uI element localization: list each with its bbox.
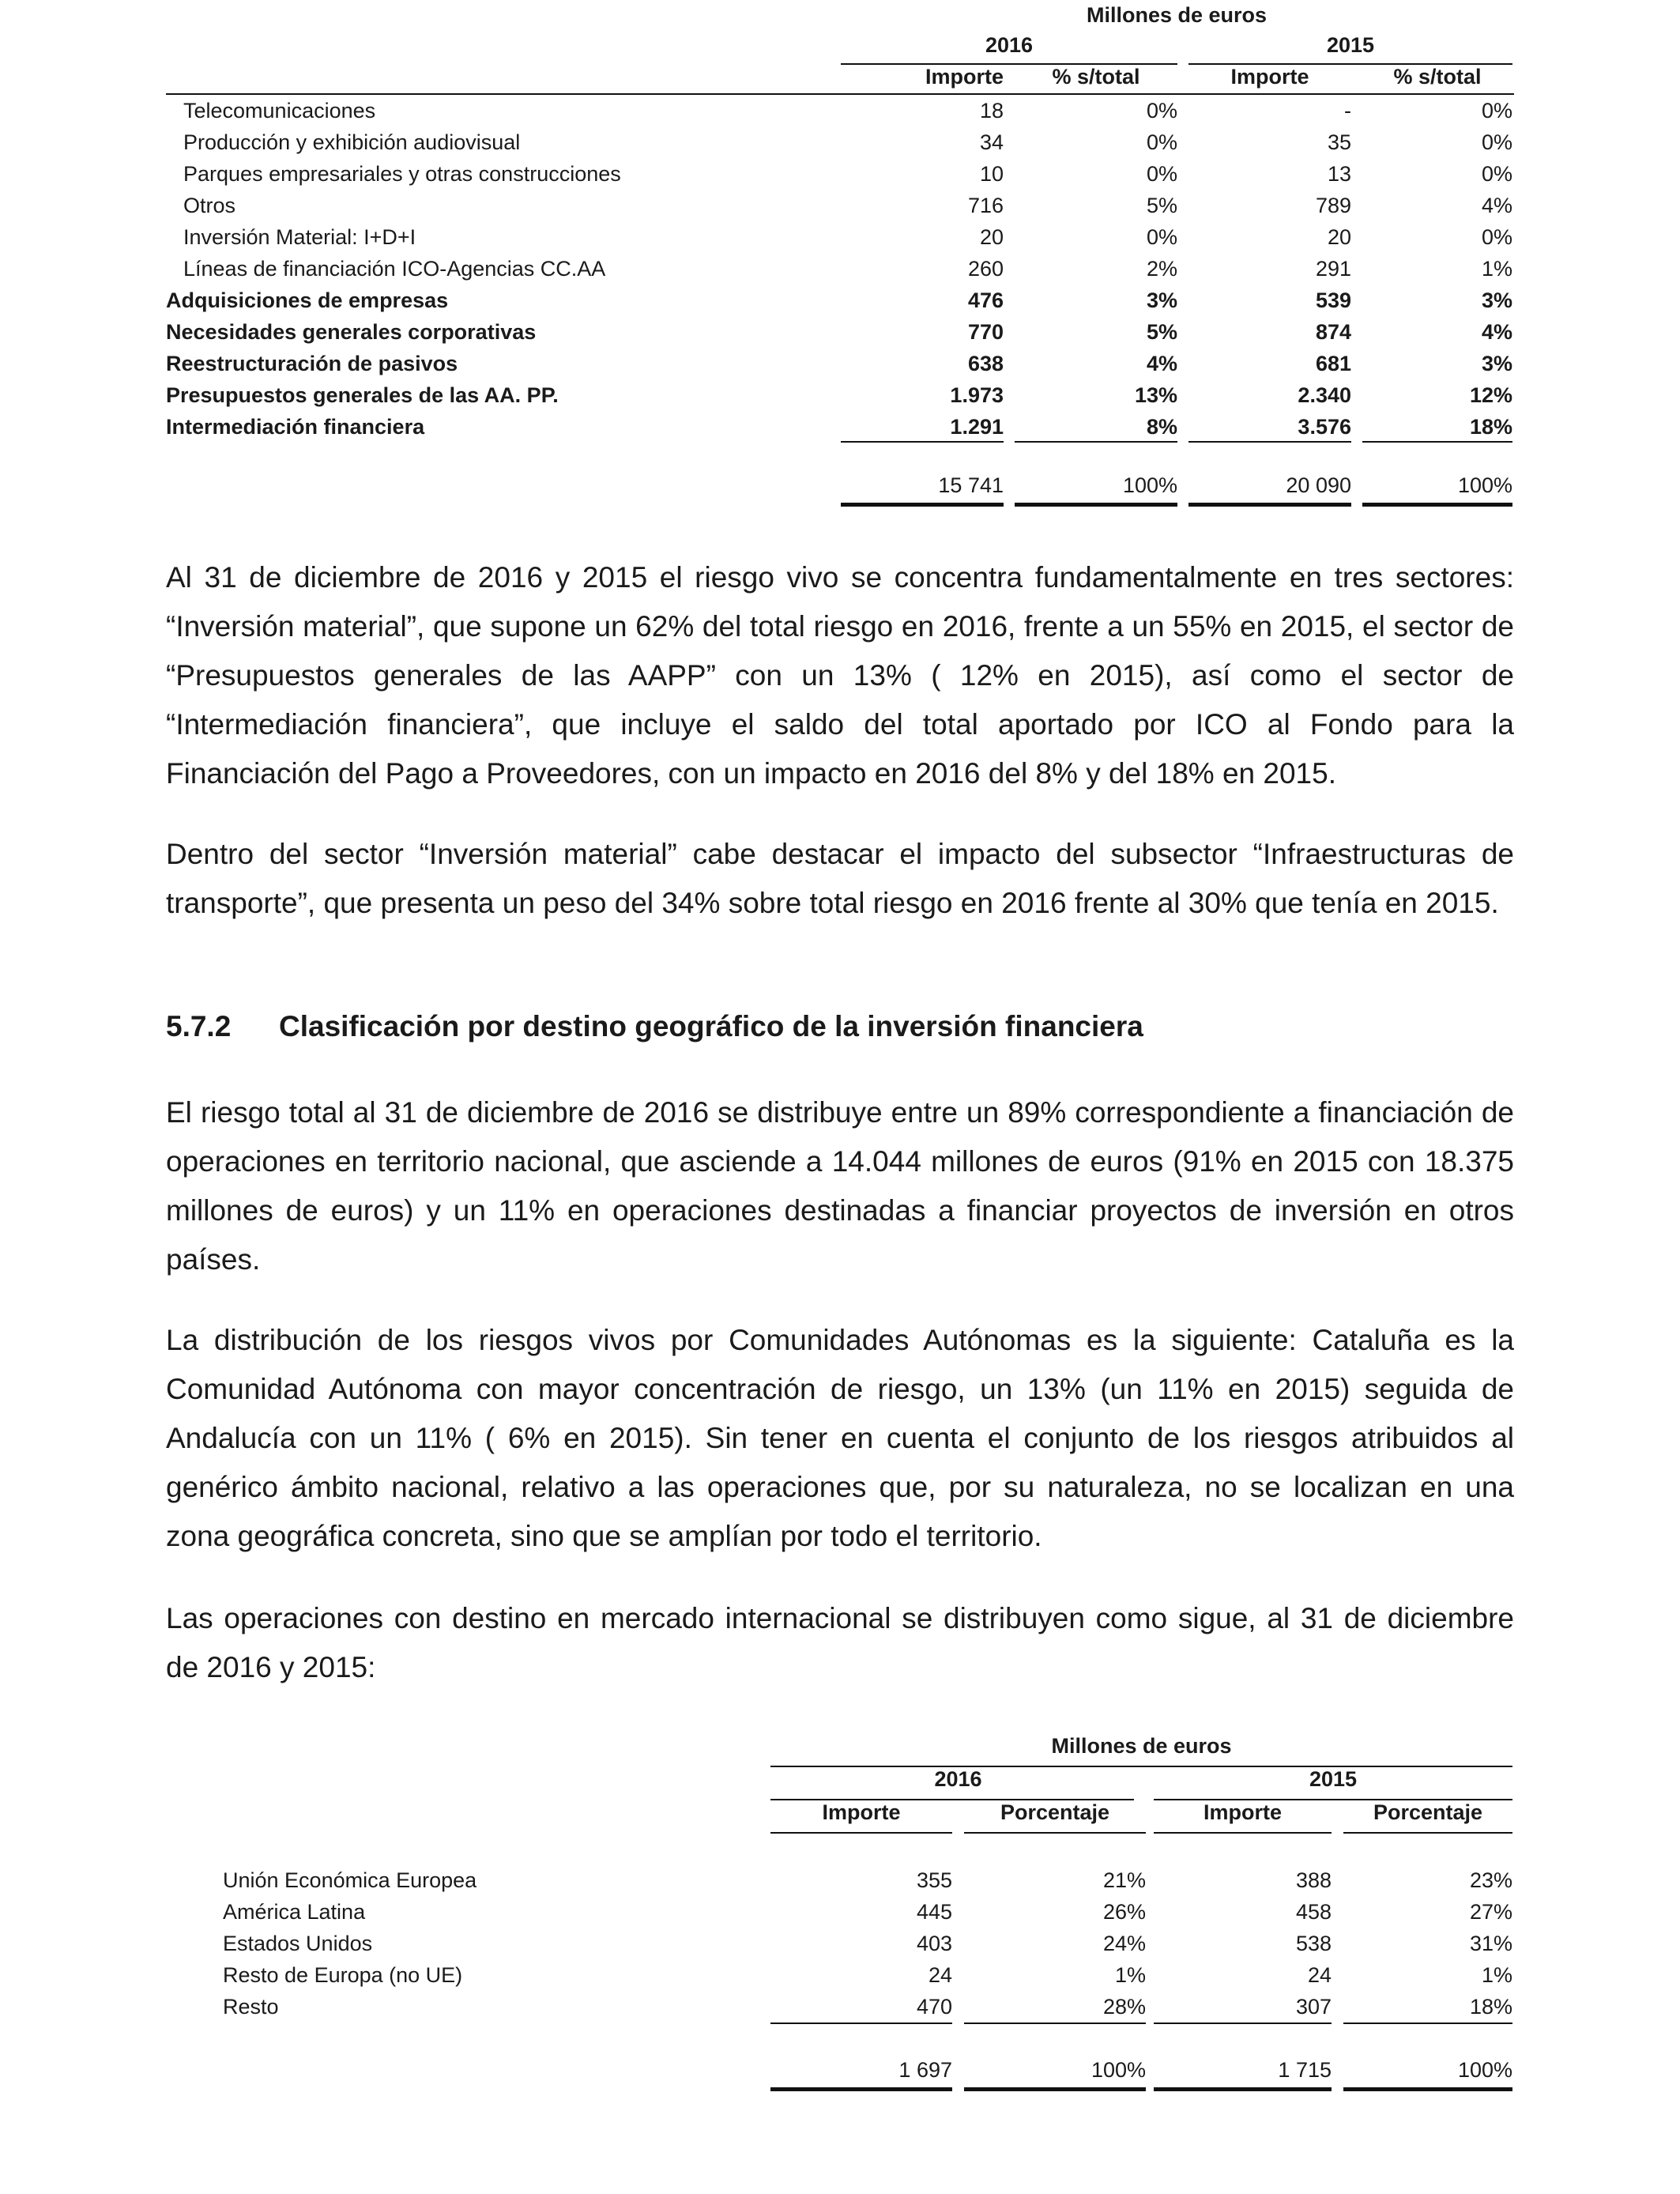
percent-2016: 5% xyxy=(1146,320,1177,344)
amount-2016: 1.291 xyxy=(950,415,1004,439)
table-row xyxy=(166,158,1514,190)
percent-2015: 18% xyxy=(1469,415,1512,439)
table-row xyxy=(166,190,1514,221)
table-row xyxy=(166,1896,1514,1928)
total-amount-2016: 1 697 xyxy=(898,2058,952,2082)
total-percent-2016: 100% xyxy=(1122,473,1177,497)
column-underline xyxy=(964,1832,1146,1834)
percent-2016: 13% xyxy=(1134,383,1177,407)
total-percent-2015: 100% xyxy=(1457,2058,1512,2082)
percent-2015: 0% xyxy=(1481,99,1512,123)
percent-2015: 27% xyxy=(1469,1900,1512,1924)
row-label: Unión Económica Europea xyxy=(223,1868,477,1892)
total-double-rule xyxy=(1343,2087,1512,2091)
amount-2015: 307 xyxy=(1295,1995,1332,2019)
row-label: Inversión Material: I+D+I xyxy=(183,225,416,249)
percent-2015: 1% xyxy=(1481,1963,1512,1987)
amount-2015: 539 xyxy=(1315,288,1351,312)
subtotal-rule xyxy=(1015,441,1177,443)
percent-2015: 0% xyxy=(1481,225,1512,249)
total-double-rule xyxy=(1362,503,1512,507)
amount-2016: 20 xyxy=(979,225,1004,249)
table-unit-header: Millones de euros xyxy=(1086,3,1268,27)
subtotal-rule xyxy=(841,441,1004,443)
table-row xyxy=(166,253,1514,285)
table-row xyxy=(166,285,1514,316)
subtotal-rule xyxy=(1362,441,1512,443)
amount-2016: 403 xyxy=(916,1932,952,1955)
percent-2016: 0% xyxy=(1146,162,1177,186)
paragraph: Dentro del sector “Inversión material” cabe destacar el impacto del subsector “Infraestructuras de transporte”, que presenta un peso del 34% sobre total riesgo en 2016 frente al 30% que tenía en 2015. xyxy=(166,838,1514,919)
amount-2016: 716 xyxy=(967,194,1004,217)
percent-2016: 26% xyxy=(1102,1900,1146,1924)
row-label: Producción y exhibición audiovisual xyxy=(183,130,521,154)
amount-2016: 10 xyxy=(979,162,1004,186)
column-header-amount: Importe xyxy=(1203,1800,1282,1824)
percent-2016: 8% xyxy=(1146,415,1177,439)
amount-2015: 458 xyxy=(1295,1900,1332,1924)
percent-2016: 28% xyxy=(1102,1995,1146,2019)
percent-2015: 0% xyxy=(1481,130,1512,154)
amount-2016: 476 xyxy=(967,288,1004,312)
subtotal-rule xyxy=(770,2022,952,2024)
row-label: Reestructuración de pasivos xyxy=(166,352,458,375)
percent-2016: 24% xyxy=(1102,1932,1146,1955)
table-row xyxy=(166,316,1514,348)
column-underline xyxy=(770,1832,952,1834)
table-unit-header: Millones de euros xyxy=(1051,1734,1232,1758)
row-label: Otros xyxy=(183,194,236,217)
percent-2015: 1% xyxy=(1481,257,1512,281)
percent-2016: 5% xyxy=(1146,194,1177,217)
amount-2016: 24 xyxy=(928,1963,952,1987)
total-double-rule xyxy=(1188,503,1351,507)
paragraph: El riesgo total al 31 de diciembre de 2016 se distribuye entre un 89% correspondiente a financiación de operaciones en territorio nacional, que asciende a 14.044 millones de euros (91% en 2015 con 18.375 millones de euros) y un 11% en operaciones destinadas a financiar proyectos de inversión en otros países. xyxy=(166,1096,1514,1276)
table-row xyxy=(166,379,1514,411)
column-header-amount: Importe xyxy=(925,65,1004,89)
column-header-amount: Importe xyxy=(1230,65,1309,89)
column-header-percent: Porcentaje xyxy=(1373,1800,1483,1824)
percent-2015: 4% xyxy=(1481,194,1512,217)
percent-2015: 0% xyxy=(1481,162,1512,186)
table-row xyxy=(166,1928,1514,1959)
percent-2015: 4% xyxy=(1481,320,1512,344)
percent-2015: 18% xyxy=(1469,1995,1512,2019)
total-amount-2015: 1 715 xyxy=(1278,2058,1332,2082)
total-percent-2015: 100% xyxy=(1457,473,1512,497)
row-label: Estados Unidos xyxy=(223,1932,373,1955)
section-heading xyxy=(166,1010,1143,1043)
section-number: 5.7.2 xyxy=(166,1010,232,1042)
row-label: Intermediación financiera xyxy=(166,415,425,439)
amount-2016: 18 xyxy=(979,99,1004,123)
percent-2015: 3% xyxy=(1481,288,1512,312)
table-row xyxy=(166,1864,1514,1896)
row-label: Parques empresariales y otras construcciones xyxy=(183,162,621,186)
row-label: Resto de Europa (no UE) xyxy=(223,1963,463,1987)
total-double-rule xyxy=(770,2087,952,2091)
total-row xyxy=(166,2054,1514,2086)
amount-2015: 2.340 xyxy=(1298,383,1351,407)
amount-2015: 20 xyxy=(1327,225,1351,249)
amount-2015: 681 xyxy=(1315,352,1351,375)
amount-2015: 388 xyxy=(1295,1868,1332,1892)
percent-2015: 31% xyxy=(1469,1932,1512,1955)
amount-2015: 538 xyxy=(1295,1932,1332,1955)
amount-2016: 34 xyxy=(979,130,1004,154)
percent-2016: 3% xyxy=(1146,288,1177,312)
row-label: Necesidades generales corporativas xyxy=(166,320,537,344)
column-header-percent: % s/total xyxy=(1393,65,1482,89)
column-underline xyxy=(1154,1832,1332,1834)
amount-2015: 3.576 xyxy=(1298,415,1351,439)
percent-2015: 3% xyxy=(1481,352,1512,375)
sector-risk-table xyxy=(166,0,1514,522)
percent-2016: 4% xyxy=(1146,352,1177,375)
table-row xyxy=(166,126,1514,158)
total-amount-2015: 20 090 xyxy=(1286,473,1351,497)
amount-2016: 470 xyxy=(916,1995,952,2019)
percent-2016: 0% xyxy=(1146,130,1177,154)
total-percent-2016: 100% xyxy=(1090,2058,1146,2082)
table-row xyxy=(166,1991,1514,2022)
subtotal-rule xyxy=(1343,2022,1512,2024)
amount-2015: 291 xyxy=(1315,257,1351,281)
column-underline xyxy=(1343,1832,1512,1834)
total-double-rule xyxy=(1015,503,1177,507)
percent-2015: 23% xyxy=(1469,1868,1512,1892)
amount-2015: 24 xyxy=(1307,1963,1332,1987)
year-header-2015: 2015 xyxy=(1309,1767,1358,1791)
paragraph: Al 31 de diciembre de 2016 y 2015 el riesgo vivo se concentra fundamentalmente en tres sectores: “Inversión material”, que supone un 62% del total riesgo en 2016, frente a un 55% en 2015, el sector de “Presupuestos generales de las AAPP” con un 13% ( 12% en 2015), así como el sector de “Intermediación financiera”, que incluye el saldo del total aportado por ICO al Fondo para la Financiación del Pago a Proveedores, con un impacto en 2016 del 8% y del 18% en 2015. xyxy=(166,561,1514,790)
paragraph: La distribución de los riesgos vivos por Comunidades Autónomas es la siguiente: Cataluña es la Comunidad Autónoma con mayor concentración de riesgo, un 13% (un 11% en 2015) seguida de Andalucía con un 11% ( 6% en 2015). Sin tener en cuenta el conjunto de los riesgos atribuidos al genérico ámbito nacional, relativo a las operaciones que, por su naturaleza, no se localizan en una zona geográfica concreta, sino que se amplían por todo el territorio. xyxy=(166,1324,1514,1552)
percent-2015: 12% xyxy=(1469,383,1512,407)
row-label: Presupuestos generales de las AA. PP. xyxy=(166,383,559,407)
amount-2016: 355 xyxy=(916,1868,952,1892)
amount-2016: 1.973 xyxy=(950,383,1004,407)
row-label: Líneas de financiación ICO-Agencias CC.AA xyxy=(183,257,606,281)
geographic-distribution-table xyxy=(166,1721,1514,2117)
total-double-rule xyxy=(1154,2087,1332,2091)
subtotal-rule xyxy=(1154,2022,1332,2024)
paragraph: Las operaciones con destino en mercado internacional se distribuyen como sigue, al 31 de diciembre de 2016 y 2015: xyxy=(166,1602,1514,1683)
table-row xyxy=(166,1959,1514,1991)
amount-2015: 789 xyxy=(1315,194,1351,217)
column-header-amount: Importe xyxy=(822,1800,901,1824)
subtotal-rule xyxy=(964,2022,1146,2024)
year-header-2016: 2016 xyxy=(985,33,1034,57)
row-label: Telecomunicaciones xyxy=(183,99,376,123)
amount-2015: 35 xyxy=(1327,130,1351,154)
amount-2016: 260 xyxy=(967,257,1004,281)
amount-2016: 770 xyxy=(967,320,1004,344)
percent-2016: 2% xyxy=(1146,257,1177,281)
row-label: Adquisiciones de empresas xyxy=(166,288,449,312)
row-label: Resto xyxy=(223,1995,279,2019)
year-header-2016: 2016 xyxy=(934,1767,982,1791)
section-title: Clasificación por destino geográfico de la inversión financiera xyxy=(279,1010,1143,1042)
total-double-rule xyxy=(964,2087,1146,2091)
row-label: América Latina xyxy=(223,1900,366,1924)
amount-2015: 13 xyxy=(1327,162,1351,186)
percent-2016: 0% xyxy=(1146,99,1177,123)
percent-2016: 21% xyxy=(1102,1868,1146,1892)
column-header-percent: % s/total xyxy=(1052,65,1140,89)
total-row xyxy=(166,469,1514,501)
table-row xyxy=(166,221,1514,253)
subtotal-rule xyxy=(1188,441,1351,443)
total-double-rule xyxy=(841,503,1004,507)
percent-2016: 1% xyxy=(1114,1963,1146,1987)
total-amount-2016: 15 741 xyxy=(938,473,1004,497)
percent-2016: 0% xyxy=(1146,225,1177,249)
amount-2016: 638 xyxy=(967,352,1004,375)
column-header-percent: Porcentaje xyxy=(1000,1800,1110,1824)
amount-2016: 445 xyxy=(916,1900,952,1924)
table-row xyxy=(166,411,1514,443)
year-header-2015: 2015 xyxy=(1326,33,1375,57)
amount-2015: 874 xyxy=(1315,320,1351,344)
table-row xyxy=(166,348,1514,379)
table-row xyxy=(166,95,1514,126)
amount-2015: - xyxy=(1344,99,1351,123)
